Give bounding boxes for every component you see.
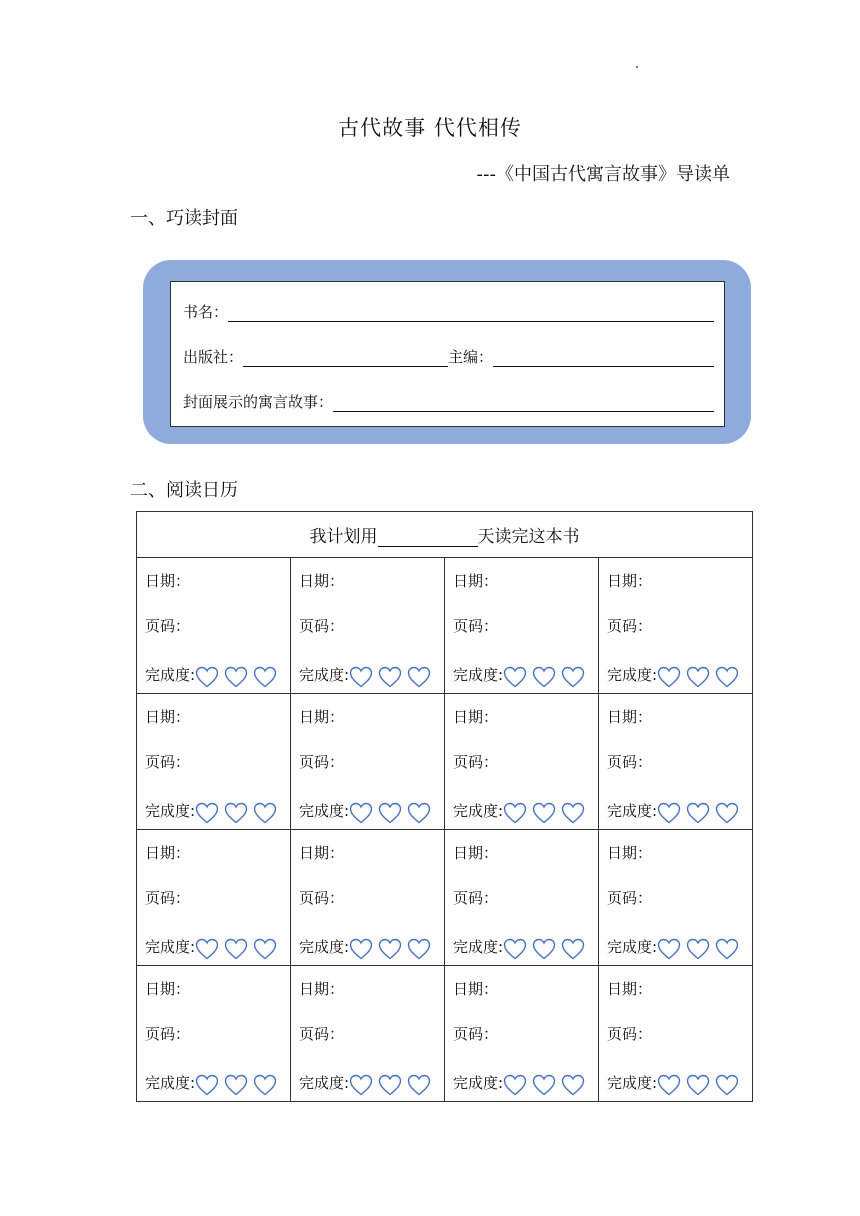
heart-icon[interactable]: [503, 1074, 527, 1096]
fable-label: 封面展示的寓言故事：: [183, 393, 334, 411]
heart-icon[interactable]: [686, 1074, 710, 1096]
page-title: 古代故事 代代相传: [338, 116, 522, 140]
heart-icon[interactable]: [195, 938, 219, 960]
date-label: 日期：: [607, 980, 653, 998]
completion-row: [145, 1068, 277, 1096]
heart-icon[interactable]: [253, 802, 277, 824]
completion-label: 完成度:: [145, 665, 196, 684]
calendar-cell: [137, 694, 291, 830]
heart-icon[interactable]: [378, 666, 402, 688]
fable-row: [183, 388, 714, 412]
completion-label: 完成度:: [607, 1073, 658, 1092]
completion-hearts: [349, 938, 431, 960]
heart-icon[interactable]: [657, 802, 681, 824]
plan-prefix: 我计划用: [309, 527, 378, 547]
completion-hearts: [657, 666, 739, 688]
completion-row: [145, 932, 277, 960]
page-label: 页码：: [453, 617, 499, 635]
heart-icon[interactable]: [349, 802, 373, 824]
calendar-cell: [599, 558, 753, 694]
heart-icon[interactable]: [657, 1074, 681, 1096]
heart-icon[interactable]: [532, 938, 556, 960]
date-label: 日期：: [145, 844, 191, 862]
heart-icon[interactable]: [532, 802, 556, 824]
completion-hearts: [195, 666, 277, 688]
reading-calendar: [136, 511, 753, 1102]
page-label: 页码：: [145, 617, 191, 635]
completion-hearts: [503, 802, 585, 824]
heart-icon[interactable]: [686, 802, 710, 824]
page-label: 页码：: [453, 753, 499, 771]
heart-icon[interactable]: [378, 802, 402, 824]
completion-label: 完成度:: [607, 665, 658, 684]
completion-row: [453, 660, 585, 688]
page-label: 页码：: [453, 1025, 499, 1043]
page-label: 页码：: [607, 753, 653, 771]
calendar-cell: [291, 966, 445, 1102]
calendar-cell: [291, 830, 445, 966]
calendar-cell: [445, 830, 599, 966]
completion-hearts: [349, 1074, 431, 1096]
publisher-row: [183, 343, 714, 367]
calendar-cell: [445, 558, 599, 694]
date-label: 日期：: [453, 572, 499, 590]
completion-label: 完成度:: [607, 937, 658, 956]
completion-row: [145, 660, 277, 688]
book-name-label: 书名：: [183, 303, 229, 321]
dot-mark: [636, 66, 638, 68]
heart-icon[interactable]: [686, 938, 710, 960]
calendar-cell: [291, 694, 445, 830]
plan-row: [137, 512, 753, 558]
page-label: 页码：: [299, 617, 345, 635]
completion-row: [607, 1068, 739, 1096]
heart-icon[interactable]: [715, 666, 739, 688]
heart-icon[interactable]: [378, 1074, 402, 1096]
completion-label: 完成度:: [299, 801, 350, 820]
page-label: 页码：: [299, 889, 345, 907]
page-label: 页码：: [145, 889, 191, 907]
heart-icon[interactable]: [561, 802, 585, 824]
date-label: 日期：: [607, 572, 653, 590]
publisher-field[interactable]: [243, 348, 448, 367]
completion-hearts: [657, 938, 739, 960]
heart-icon[interactable]: [657, 938, 681, 960]
heart-icon[interactable]: [195, 666, 219, 688]
page-label: 页码：: [607, 1025, 653, 1043]
heart-icon[interactable]: [407, 938, 431, 960]
book-name-field[interactable]: [228, 303, 714, 322]
completion-row: [299, 796, 431, 824]
completion-label: 完成度:: [299, 1073, 350, 1092]
page-label: 页码：: [145, 753, 191, 771]
calendar-cell: [599, 830, 753, 966]
completion-label: 完成度:: [453, 937, 504, 956]
heart-icon[interactable]: [195, 1074, 219, 1096]
calendar-cell: [445, 694, 599, 830]
cover-info-box: [170, 281, 725, 427]
calendar-cell: [137, 558, 291, 694]
calendar-cell: [291, 558, 445, 694]
completion-label: 完成度:: [607, 801, 658, 820]
completion-hearts: [503, 938, 585, 960]
completion-row: [299, 660, 431, 688]
completion-label: 完成度:: [145, 801, 196, 820]
completion-row: [453, 1068, 585, 1096]
plan-suffix: 天读完这本书: [477, 527, 580, 547]
heart-icon[interactable]: [532, 1074, 556, 1096]
completion-row: [299, 1068, 431, 1096]
heart-icon[interactable]: [349, 1074, 373, 1096]
heart-icon[interactable]: [195, 802, 219, 824]
completion-hearts: [349, 666, 431, 688]
calendar-cell: [137, 830, 291, 966]
heart-icon[interactable]: [349, 666, 373, 688]
calendar-cell: [599, 694, 753, 830]
page-label: 页码：: [607, 889, 653, 907]
completion-label: 完成度:: [299, 937, 350, 956]
completion-hearts: [349, 802, 431, 824]
completion-label: 完成度:: [453, 801, 504, 820]
completion-hearts: [503, 1074, 585, 1096]
completion-hearts: [657, 1074, 739, 1096]
page-label: 页码：: [299, 753, 345, 771]
completion-row: [299, 932, 431, 960]
page-subtitle: ---《中国古代寓言故事》导读单: [476, 164, 730, 185]
heart-icon[interactable]: [561, 1074, 585, 1096]
completion-label: 完成度:: [145, 1073, 196, 1092]
completion-label: 完成度:: [299, 665, 350, 684]
completion-label: 完成度:: [453, 1073, 504, 1092]
date-label: 日期：: [299, 980, 345, 998]
page-label: 页码：: [299, 1025, 345, 1043]
heart-icon[interactable]: [503, 666, 527, 688]
heart-icon[interactable]: [253, 938, 277, 960]
completion-row: [607, 796, 739, 824]
completion-hearts: [195, 802, 277, 824]
book-name-row: [183, 298, 714, 322]
completion-row: [607, 660, 739, 688]
completion-row: [453, 796, 585, 824]
heart-icon[interactable]: [349, 938, 373, 960]
section-heading-cover: 一、巧读封面: [130, 208, 238, 229]
completion-label: 完成度:: [145, 937, 196, 956]
heart-icon[interactable]: [503, 938, 527, 960]
calendar-cell: [599, 966, 753, 1102]
completion-hearts: [657, 802, 739, 824]
completion-hearts: [503, 666, 585, 688]
editor-field[interactable]: [493, 348, 714, 367]
heart-icon[interactable]: [561, 666, 585, 688]
calendar-cell: [445, 966, 599, 1102]
completion-row: [145, 796, 277, 824]
date-label: 日期：: [299, 708, 345, 726]
heart-icon[interactable]: [715, 1074, 739, 1096]
section-heading-calendar: 二、阅读日历: [130, 480, 238, 501]
heart-icon[interactable]: [378, 938, 402, 960]
date-label: 日期：: [145, 572, 191, 590]
heart-icon[interactable]: [224, 802, 248, 824]
date-label: 日期：: [145, 980, 191, 998]
date-label: 日期：: [607, 844, 653, 862]
completion-row: [453, 932, 585, 960]
completion-row: [607, 932, 739, 960]
fable-field[interactable]: [333, 393, 714, 412]
heart-icon[interactable]: [407, 666, 431, 688]
heart-icon[interactable]: [224, 666, 248, 688]
completion-hearts: [195, 938, 277, 960]
heart-icon[interactable]: [224, 938, 248, 960]
heart-icon[interactable]: [407, 802, 431, 824]
page-label: 页码：: [453, 889, 499, 907]
heart-icon[interactable]: [715, 938, 739, 960]
heart-icon[interactable]: [253, 1074, 277, 1096]
editor-label: 主编：: [448, 348, 494, 366]
heart-icon[interactable]: [532, 666, 556, 688]
heart-icon[interactable]: [407, 1074, 431, 1096]
plan-days-field[interactable]: [378, 528, 478, 547]
publisher-label: 出版社：: [183, 348, 244, 366]
heart-icon[interactable]: [561, 938, 585, 960]
date-label: 日期：: [299, 844, 345, 862]
date-label: 日期：: [453, 708, 499, 726]
completion-hearts: [195, 1074, 277, 1096]
date-label: 日期：: [453, 844, 499, 862]
heart-icon[interactable]: [253, 666, 277, 688]
calendar-cell: [137, 966, 291, 1102]
heart-icon[interactable]: [686, 666, 710, 688]
page-label: 页码：: [145, 1025, 191, 1043]
completion-label: 完成度:: [453, 665, 504, 684]
heart-icon[interactable]: [657, 666, 681, 688]
date-label: 日期：: [453, 980, 499, 998]
heart-icon[interactable]: [715, 802, 739, 824]
date-label: 日期：: [299, 572, 345, 590]
date-label: 日期：: [145, 708, 191, 726]
page-label: 页码：: [607, 617, 653, 635]
heart-icon[interactable]: [224, 1074, 248, 1096]
date-label: 日期：: [607, 708, 653, 726]
heart-icon[interactable]: [503, 802, 527, 824]
